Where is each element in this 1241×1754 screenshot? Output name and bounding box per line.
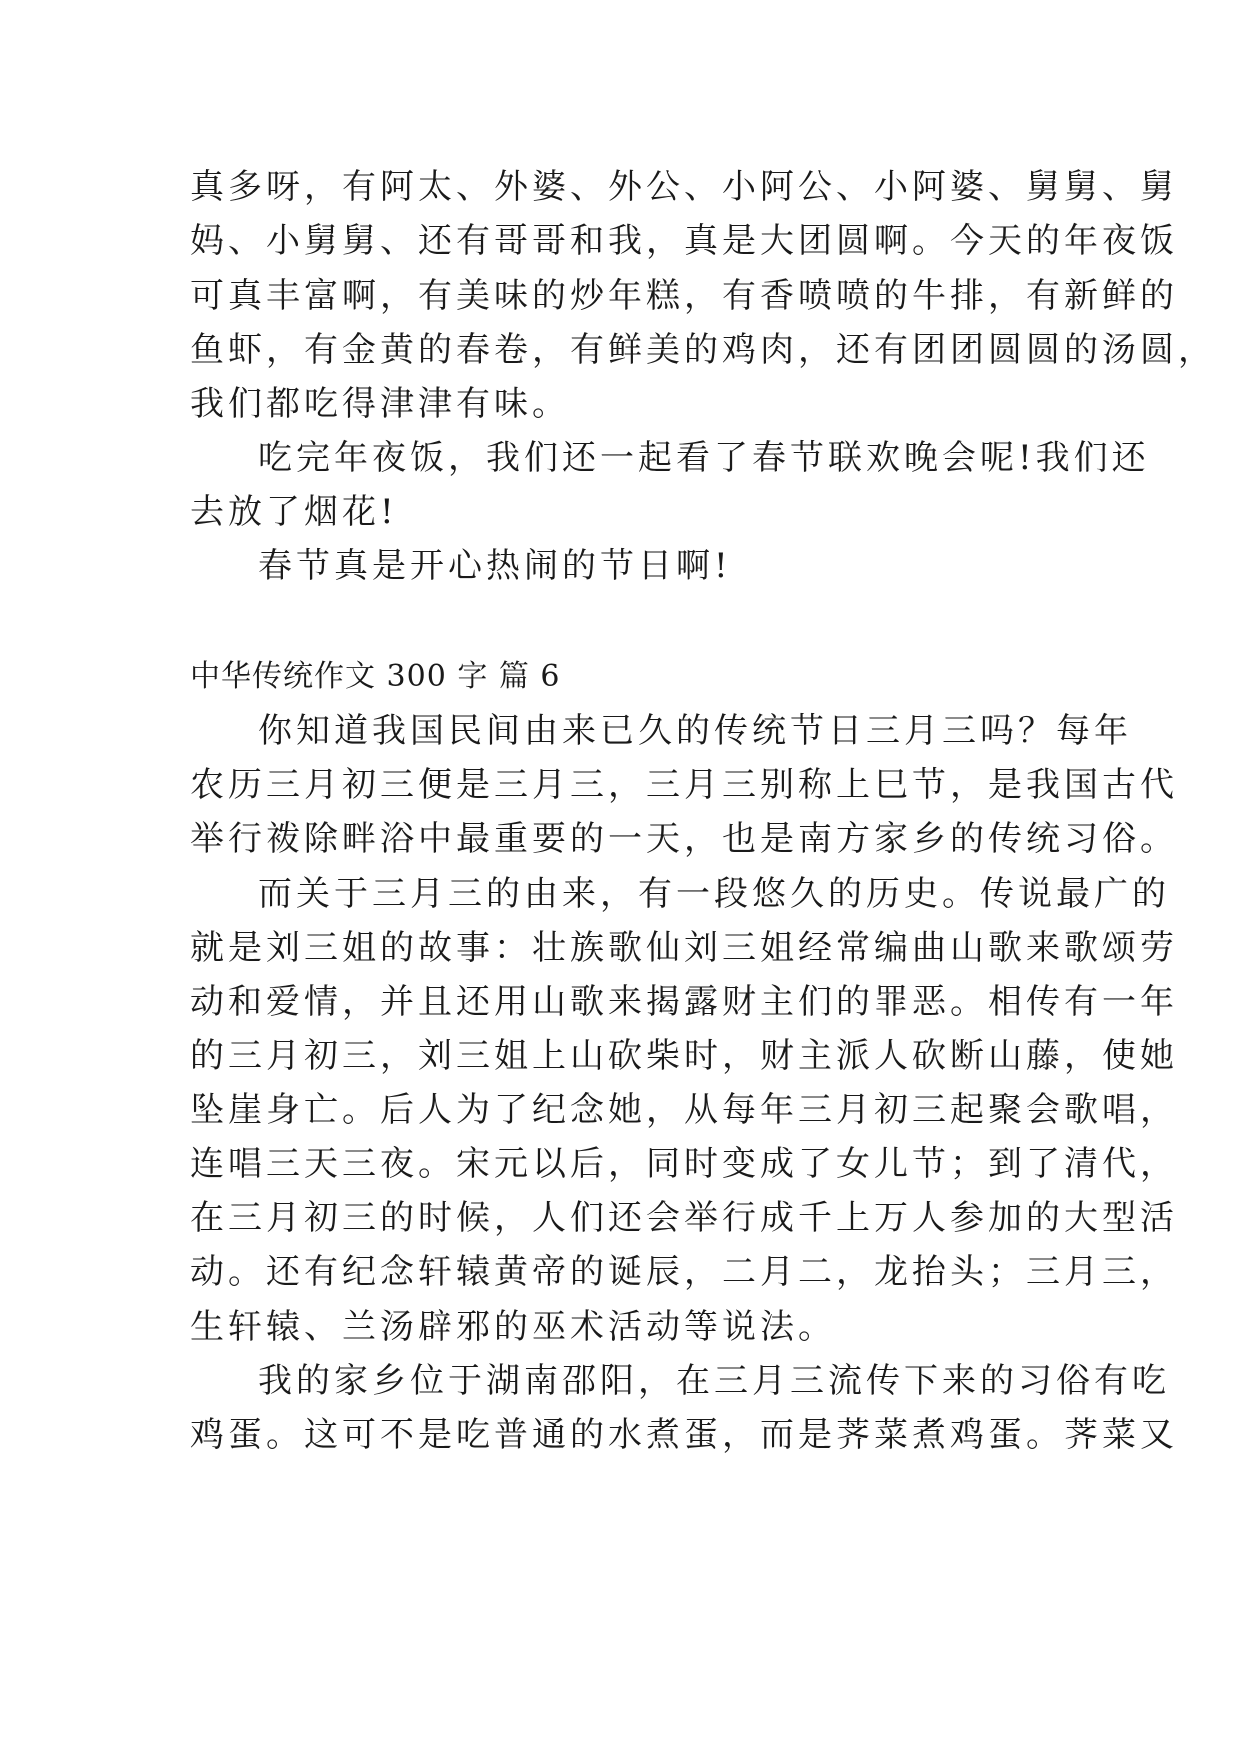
text-line: 春节真是开心热闹的节日啊! [258, 546, 732, 586]
text-line: 农历三月初三便是三月三，三月三别称上巳节，是我国古代 [190, 765, 1178, 805]
text-line: 鱼虾，有金黄的春卷，有鲜美的鸡肉，还有团团圆圆的汤圆， [190, 330, 1216, 370]
text-line: 动。还有纪念轩辕黄帝的诞辰，二月二，龙抬头；三月三， [190, 1252, 1178, 1292]
text-line: 就是刘三姐的故事：壮族歌仙刘三姐经常编曲山歌来歌颂劳 [190, 928, 1178, 968]
section-heading: 中华传统作文 300 字 篇 6 [190, 659, 561, 694]
text-line: 坠崖身亡。后人为了纪念她，从每年三月初三起聚会歌唱， [190, 1090, 1178, 1130]
text-line: 我们都吃得津津有味。 [190, 384, 570, 424]
text-line: 吃完年夜饭，我们还一起看了春节联欢晚会呢!我们还 [258, 438, 1150, 478]
text-line: 举行袯除畔浴中最重要的一天，也是南方家乡的传统习俗。 [190, 819, 1178, 859]
text-line: 妈、小舅舅、还有哥哥和我，真是大团圆啊。今天的年夜饭 [190, 221, 1178, 261]
text-line: 可真丰富啊，有美味的炒年糕，有香喷喷的牛排，有新鲜的 [190, 276, 1178, 316]
text-line: 动和爱情，并且还用山歌来揭露财主们的罪恶。相传有一年 [190, 982, 1178, 1022]
text-line: 在三月初三的时候，人们还会举行成千上万人参加的大型活 [190, 1198, 1178, 1238]
text-line: 而关于三月三的由来，有一段悠久的历史。传说最广的 [258, 874, 1170, 914]
text-line: 连唱三天三夜。宋元以后，同时变成了女儿节；到了清代， [190, 1144, 1178, 1184]
text-line: 你知道我国民间由来已久的传统节日三月三吗？每年 [258, 711, 1132, 751]
text-line: 的三月初三，刘三姐上山砍柴时，财主派人砍断山藤，使她 [190, 1036, 1178, 1076]
text-line: 鸡蛋。这可不是吃普通的水煮蛋，而是荠菜煮鸡蛋。荠菜又 [190, 1415, 1178, 1455]
text-line: 我的家乡位于湖南邵阳，在三月三流传下来的习俗有吃 [258, 1361, 1170, 1401]
text-line: 真多呀，有阿太、外婆、外公、小阿公、小阿婆、舅舅、舅 [190, 167, 1178, 207]
text-line: 去放了烟花! [190, 492, 398, 532]
text-line: 生轩辕、兰汤辟邪的巫术活动等说法。 [190, 1307, 836, 1347]
